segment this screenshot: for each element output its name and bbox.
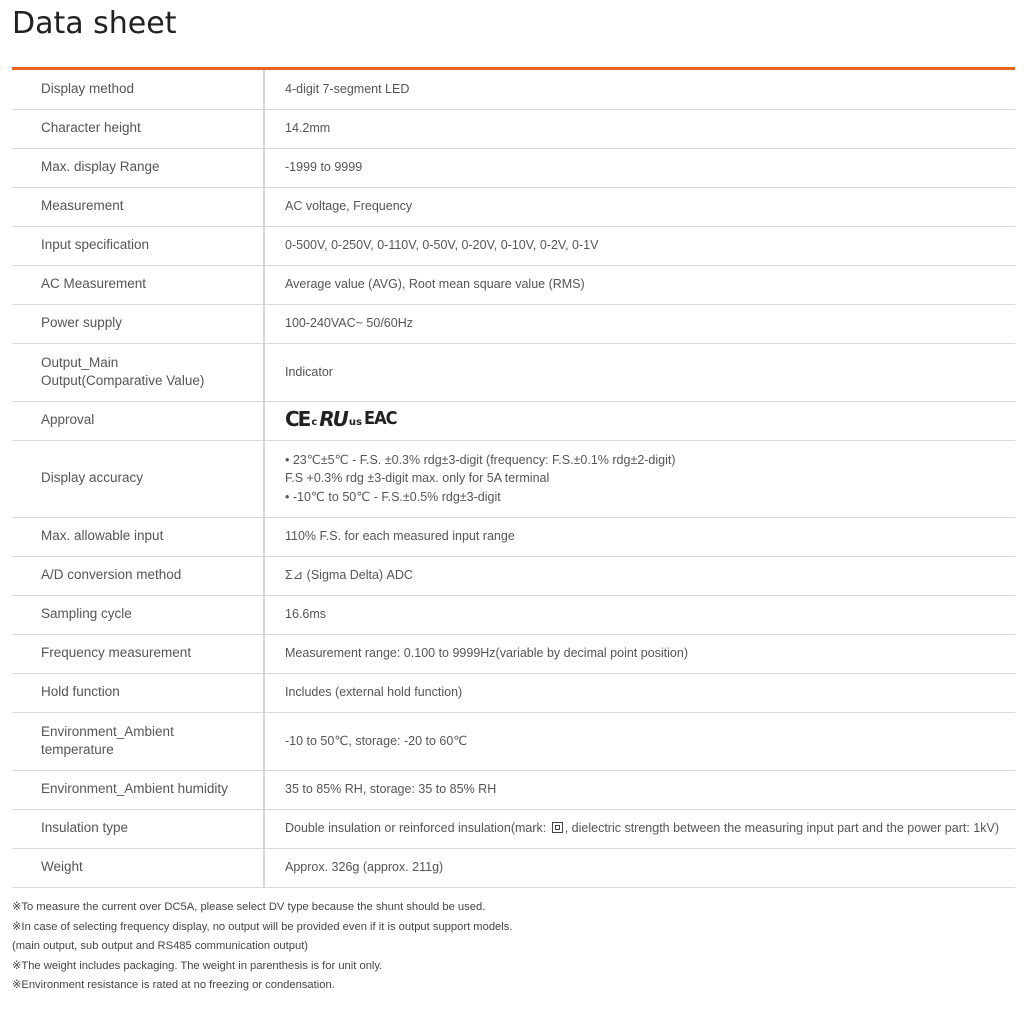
value-text: F.S +0.3% rdg ±3-digit max. only for 5A terminal	[285, 471, 550, 486]
row-label	[12, 440, 264, 517]
value-text: Σ⊿ (Sigma Delta) ADC	[285, 568, 413, 583]
value-text: Indicator	[285, 364, 333, 379]
table-row	[12, 265, 1015, 304]
label-text: Max. display Range	[41, 159, 160, 175]
c-mark-text: c	[311, 417, 318, 429]
row-label	[12, 556, 264, 595]
row-label	[12, 109, 264, 148]
table-row	[12, 401, 1015, 440]
table-row	[12, 70, 1015, 109]
row-label	[12, 848, 264, 887]
table-row	[12, 673, 1015, 712]
value-text: Approx. 326g (approx. 211g)	[285, 860, 444, 875]
label-text: Display accuracy	[41, 470, 144, 486]
value-text: 100-240VAC~ 50/60Hz	[285, 316, 413, 331]
label-text: Power supply	[41, 315, 123, 331]
label-text: Weight	[41, 859, 83, 875]
row-label	[12, 809, 264, 848]
value-text: 110% F.S. for each measured input range	[285, 529, 515, 544]
table-row	[12, 848, 1015, 887]
label-text: Character height	[41, 120, 141, 136]
footnote: ※Environment resistance is rated at no freezing or condensation.	[12, 979, 335, 991]
row-value	[264, 673, 1015, 712]
row-label	[12, 673, 264, 712]
row-value	[264, 304, 1015, 343]
label-text: Output_Main	[41, 354, 119, 370]
row-label	[12, 343, 264, 401]
label-text: Output(Comparative Value)	[41, 373, 205, 388]
label-text: Frequency measurement	[41, 645, 192, 661]
value-text: Double insulation or reinforced insulation(mark:	[285, 821, 550, 836]
value-text: • -10℃ to 50℃ - F.S.±0.5% rdg±3-digit	[285, 489, 501, 504]
row-value	[264, 770, 1015, 809]
label-text: A/D conversion method	[41, 567, 182, 583]
approval-marks	[285, 407, 397, 432]
row-value	[264, 265, 1015, 304]
table-row	[12, 440, 1015, 517]
footnotes	[12, 898, 1015, 996]
table-row	[12, 770, 1015, 809]
table-row	[12, 343, 1015, 401]
row-value	[264, 226, 1015, 265]
row-label	[12, 70, 264, 109]
footnote: ※In case of selecting frequency display, no output will be provided even if it is output support models.	[12, 920, 513, 933]
value-text: Measurement range: 0.100 to 9999Hz(variable by decimal point position)	[285, 646, 689, 661]
footnote: (main output, sub output and RS485 communication output)	[12, 940, 309, 952]
table-row	[12, 226, 1015, 265]
label-text: Input specification	[41, 237, 150, 253]
value-text: Includes (external hold function)	[285, 685, 463, 700]
label-text: Approval	[41, 412, 95, 428]
row-value	[264, 595, 1015, 634]
row-label	[12, 712, 264, 770]
value-text: -10 to 50℃, storage: -20 to 60℃	[285, 733, 468, 748]
table-row	[12, 809, 1015, 848]
label-text: temperature	[41, 742, 114, 757]
row-value	[264, 809, 1015, 848]
eac-mark-icon: EAC	[364, 408, 397, 430]
row-label	[12, 148, 264, 187]
label-text: Max. allowable input	[41, 528, 164, 544]
row-label	[12, 401, 264, 440]
label-text: Environment_Ambient humidity	[41, 781, 228, 797]
row-value	[264, 70, 1015, 109]
ul-recognized-icon: RU	[319, 407, 347, 432]
value-text: 14.2mm	[285, 121, 331, 136]
label-text: Hold function	[41, 684, 120, 700]
spec-table	[12, 70, 1015, 888]
table-row	[12, 148, 1015, 187]
row-label	[12, 595, 264, 634]
value-text: Average value (AVG), Root mean square value (RMS)	[285, 277, 585, 292]
value-text: 0-500V, 0-250V, 0-110V, 0-50V, 0-20V, 0-10V, 0-2V, 0-1V	[285, 238, 599, 253]
table-row	[12, 712, 1015, 770]
row-value	[264, 712, 1015, 770]
row-label	[12, 265, 264, 304]
label-text: Environment_Ambient	[41, 723, 174, 739]
value-text: 4-digit 7-segment LED	[285, 82, 410, 96]
row-label	[12, 634, 264, 673]
us-mark-text: us	[348, 417, 362, 429]
row-label	[12, 226, 264, 265]
value-text: 16.6ms	[285, 607, 326, 622]
row-label	[12, 187, 264, 226]
page-title: Data sheet	[12, 6, 177, 41]
row-value	[264, 848, 1015, 887]
ce-mark-icon: CE	[285, 407, 310, 432]
row-value	[264, 401, 1015, 440]
row-value	[264, 440, 1015, 517]
row-value	[264, 109, 1015, 148]
row-label	[12, 304, 264, 343]
row-value	[264, 634, 1015, 673]
row-label	[12, 770, 264, 809]
footnote: ※The weight includes packaging. The weight in parenthesis is for unit only.	[12, 959, 383, 972]
label-text: Insulation type	[41, 820, 129, 836]
row-value	[264, 517, 1015, 556]
double-insulation-icon	[552, 822, 563, 833]
row-value	[264, 187, 1015, 226]
table-row	[12, 634, 1015, 673]
value-text: AC voltage, Frequency	[285, 199, 413, 214]
table-row	[12, 595, 1015, 634]
row-label	[12, 517, 264, 556]
label-text: Display method	[41, 81, 135, 96]
label-text: Sampling cycle	[41, 606, 132, 622]
value-text: 35 to 85% RH, storage: 35 to 85% RH	[285, 782, 497, 797]
label-text: Measurement	[41, 198, 124, 214]
label-text: AC Measurement	[41, 276, 147, 292]
value-text: , dielectric strength between the measuring input part and the power part: 1kV)	[564, 821, 999, 836]
table-row	[12, 556, 1015, 595]
row-value	[264, 343, 1015, 401]
value-text: • 23℃±5℃ - F.S. ±0.3% rdg±3-digit (frequency: F.S.±0.1% rdg±2-digit)	[285, 452, 676, 467]
table-row	[12, 187, 1015, 226]
row-value	[264, 556, 1015, 595]
table-row	[12, 517, 1015, 556]
table-row	[12, 109, 1015, 148]
footnote: ※To measure the current over DC5A, please select DV type because the shunt should be used.	[12, 901, 486, 913]
row-value	[264, 148, 1015, 187]
value-text: -1999 to 9999	[285, 160, 363, 175]
table-row	[12, 304, 1015, 343]
